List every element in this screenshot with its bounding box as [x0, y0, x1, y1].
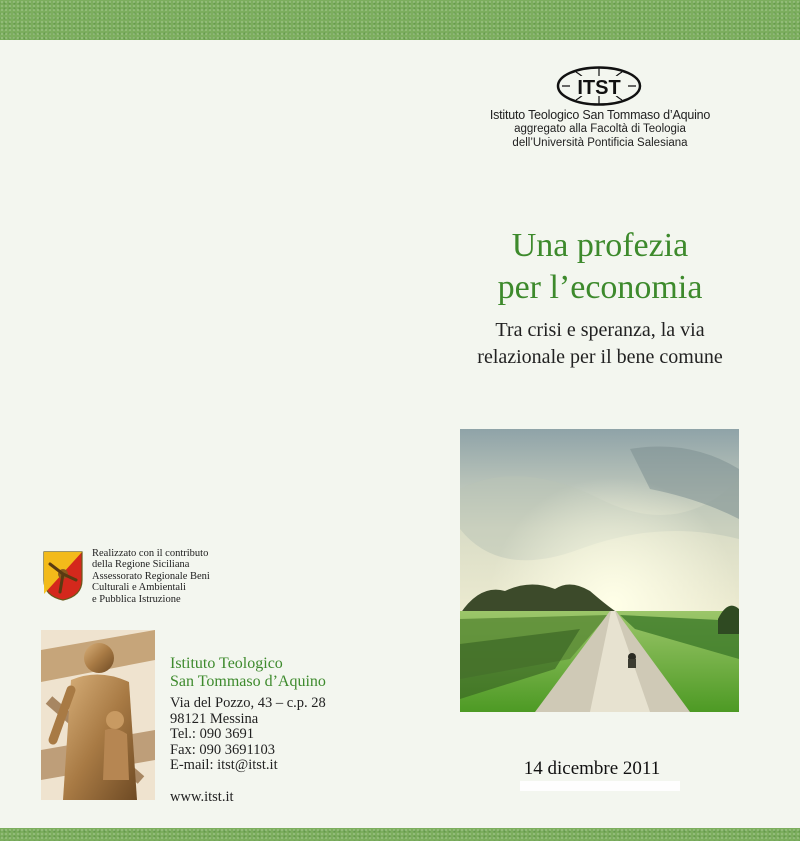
contact-institute-name-1: Istituto Teologico	[170, 655, 283, 672]
affiliation-line-1: aggregato alla Facoltà di Teologia	[514, 123, 686, 135]
title-line-1: Una profezia	[511, 227, 689, 264]
contact-institute-name-2: San Tommaso d’Aquino	[170, 673, 326, 690]
affiliation-line-2: dell’Università Pontificia Salesiana	[512, 137, 688, 149]
contact-block	[170, 655, 430, 774]
bottom-green-band	[0, 828, 800, 841]
brochure-title	[440, 225, 760, 309]
svg-text:ITST: ITST	[577, 77, 621, 99]
event-date: 14 dicembre 2011	[523, 758, 661, 779]
bronze-statue-image	[41, 630, 155, 800]
brochure-subtitle	[440, 317, 760, 371]
website-link: www.itst.it	[170, 789, 234, 805]
sponsor-line: della Regione Siciliana	[92, 559, 190, 571]
sponsor-note	[92, 548, 272, 605]
subtitle-line-2: relazionale per il bene comune	[477, 346, 723, 368]
itst-logo	[556, 66, 642, 106]
date-underline	[520, 781, 680, 791]
institute-name: Istituto Teologico San Tommaso d’Aquino	[489, 108, 711, 122]
contact-email: E-mail: itst@itst.it	[170, 757, 278, 774]
top-green-band	[0, 0, 800, 40]
sponsor-line: e Pubblica Istruzione	[92, 593, 181, 605]
contact-tel: Tel.: 090 3691	[170, 726, 254, 743]
contact-city: 98121 Messina	[170, 710, 259, 727]
contact-fax: Fax: 090 3691103	[170, 741, 275, 758]
sicily-crest-icon	[42, 550, 84, 602]
institute-header	[475, 108, 725, 150]
contact-address: Via del Pozzo, 43 – c.p. 28	[170, 695, 326, 711]
sponsor-line: Culturali e Ambientali	[92, 582, 186, 594]
country-road-photo	[460, 429, 739, 712]
sponsor-line: Assessorato Regionale Beni	[92, 570, 210, 582]
subtitle-line-1: Tra crisi e speranza, la via	[495, 319, 705, 341]
title-line-2: per l’economia	[497, 269, 703, 306]
sponsor-line: Realizzato con il contributo	[92, 548, 209, 559]
